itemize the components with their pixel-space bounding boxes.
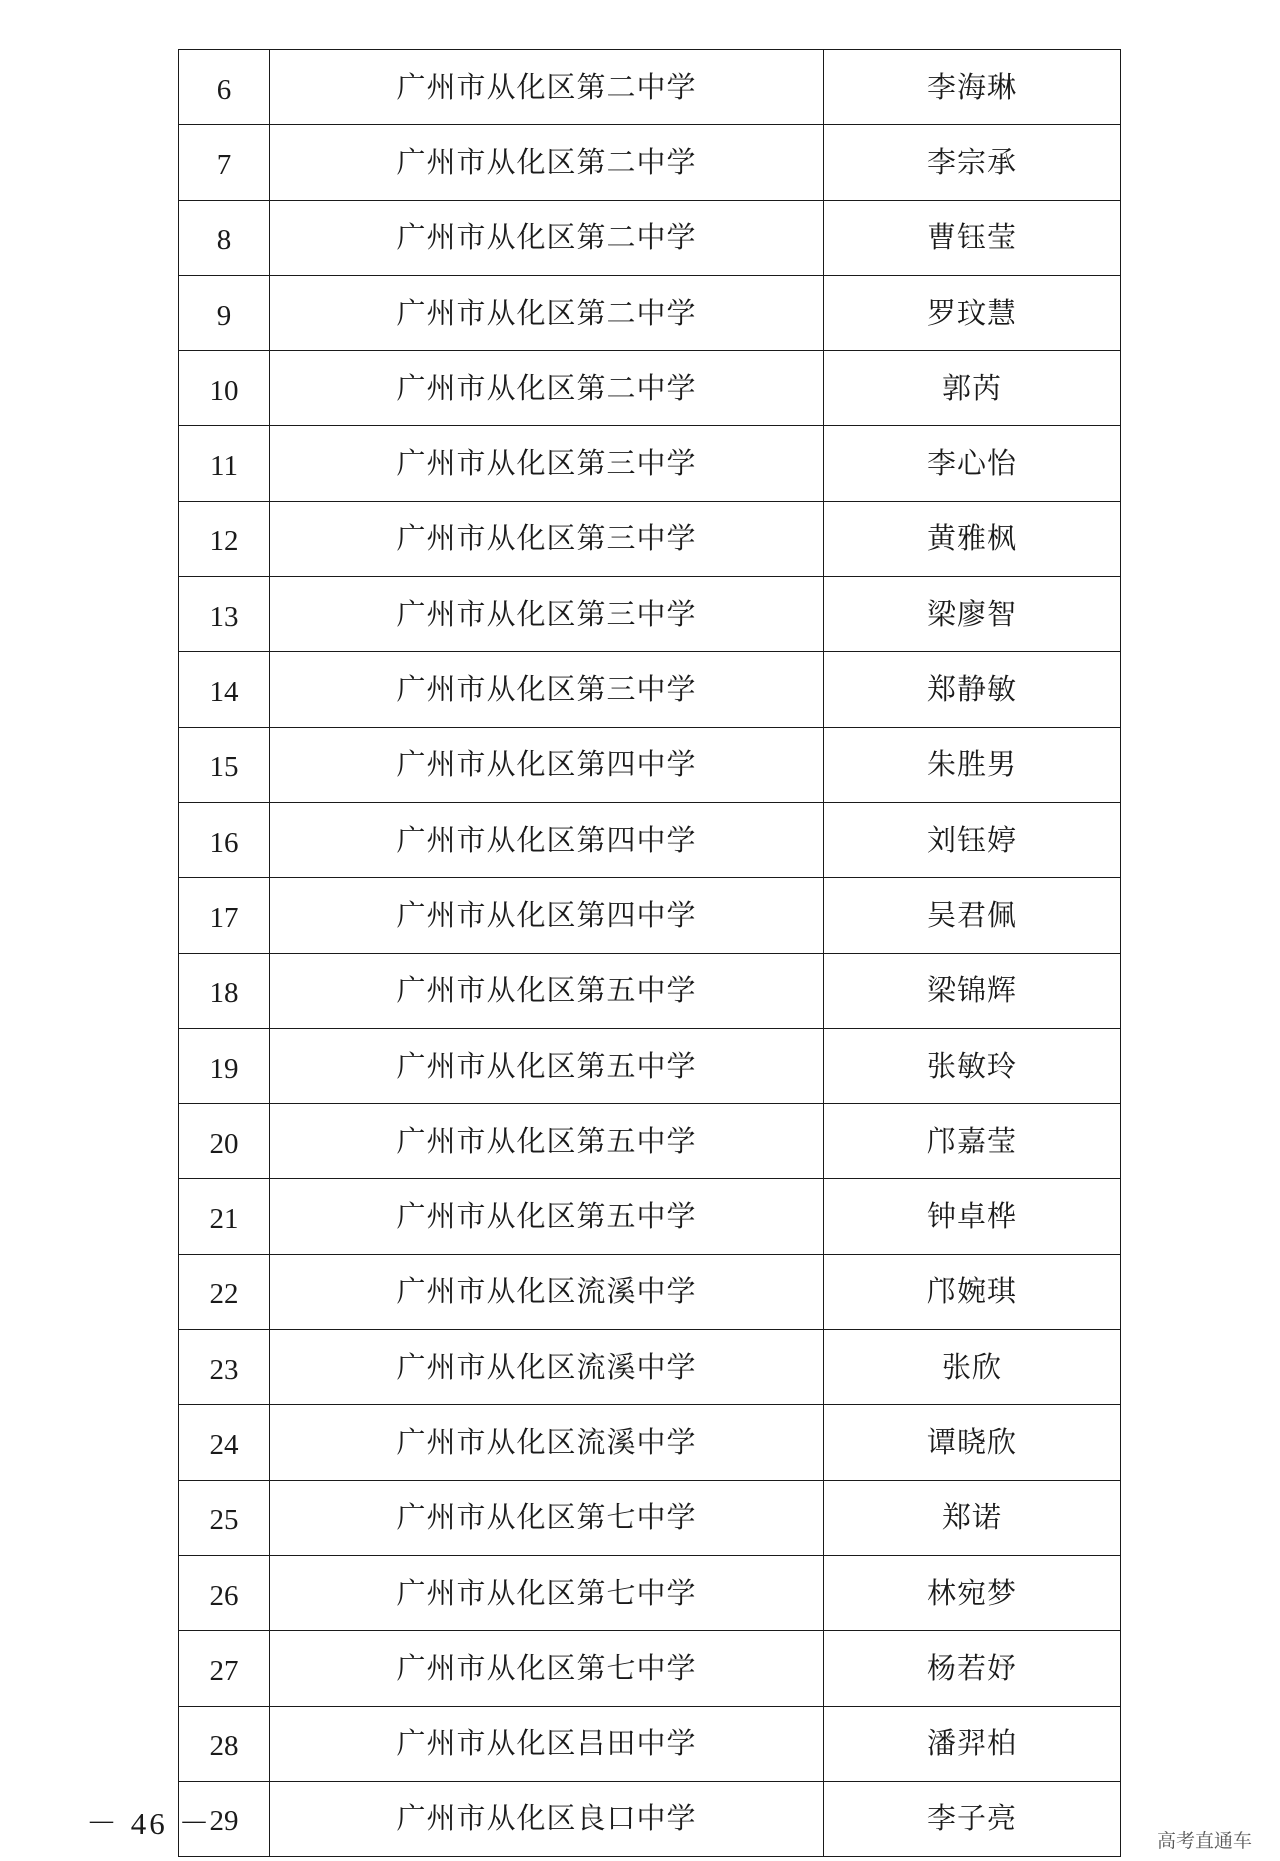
student-name: 李心怡 (824, 426, 1121, 501)
school-name: 广州市从化区第二中学 (270, 351, 824, 426)
student-name: 李宗承 (824, 125, 1121, 200)
table-row (179, 1028, 1121, 1103)
row-number: 12 (179, 501, 270, 576)
table-row (179, 1631, 1121, 1706)
school-name: 广州市从化区第五中学 (270, 1028, 824, 1103)
school-name: 广州市从化区第二中学 (270, 125, 824, 200)
row-number: 28 (179, 1706, 270, 1781)
student-name: 郑静敏 (824, 652, 1121, 727)
table-row (179, 802, 1121, 877)
school-name: 广州市从化区良口中学 (270, 1781, 824, 1856)
table-row (179, 351, 1121, 426)
row-number: 21 (179, 1179, 270, 1254)
table-row (179, 1480, 1121, 1555)
table-row (179, 878, 1121, 953)
student-name: 钟卓桦 (824, 1179, 1121, 1254)
school-name: 广州市从化区第三中学 (270, 426, 824, 501)
row-number: 6 (179, 50, 270, 125)
student-name: 林宛梦 (824, 1555, 1121, 1630)
row-number: 17 (179, 878, 270, 953)
row-number: 10 (179, 351, 270, 426)
student-name: 张欣 (824, 1330, 1121, 1405)
row-number: 26 (179, 1555, 270, 1630)
school-name: 广州市从化区流溪中学 (270, 1405, 824, 1480)
school-name: 广州市从化区流溪中学 (270, 1254, 824, 1329)
table-row (179, 1330, 1121, 1405)
row-number: 23 (179, 1330, 270, 1405)
school-name: 广州市从化区吕田中学 (270, 1706, 824, 1781)
student-name: 吴君佩 (824, 878, 1121, 953)
student-name: 杨若妤 (824, 1631, 1121, 1706)
school-name: 广州市从化区第七中学 (270, 1480, 824, 1555)
student-name: 朱胜男 (824, 727, 1121, 802)
school-name: 广州市从化区第三中学 (270, 652, 824, 727)
row-number: 19 (179, 1028, 270, 1103)
student-name: 曹钰莹 (824, 200, 1121, 275)
table-row (179, 501, 1121, 576)
table-row (179, 1706, 1121, 1781)
school-name: 广州市从化区第二中学 (270, 50, 824, 125)
school-name: 广州市从化区第五中学 (270, 953, 824, 1028)
student-name: 李海琳 (824, 50, 1121, 125)
student-name: 张敏玲 (824, 1028, 1121, 1103)
school-name: 广州市从化区第三中学 (270, 501, 824, 576)
student-name: 梁廖智 (824, 577, 1121, 652)
school-name: 广州市从化区第二中学 (270, 275, 824, 350)
school-name: 广州市从化区第七中学 (270, 1631, 824, 1706)
school-name: 广州市从化区第四中学 (270, 878, 824, 953)
row-number: 7 (179, 125, 270, 200)
watermark: 高考直通车 (1156, 1830, 1252, 1852)
school-name: 广州市从化区流溪中学 (270, 1330, 824, 1405)
table-row (179, 50, 1121, 125)
row-number: 18 (179, 953, 270, 1028)
row-number: 13 (179, 577, 270, 652)
student-name: 郑诺 (824, 1480, 1121, 1555)
row-number: 9 (179, 275, 270, 350)
row-number: 22 (179, 1254, 270, 1329)
student-name: 郭芮 (824, 351, 1121, 426)
roster-body (179, 50, 1121, 1857)
row-number: 20 (179, 1104, 270, 1179)
student-name: 黄雅枫 (824, 501, 1121, 576)
row-number: 27 (179, 1631, 270, 1706)
row-number: 29 (179, 1781, 270, 1856)
student-name: 邝婉琪 (824, 1254, 1121, 1329)
school-name: 广州市从化区第四中学 (270, 727, 824, 802)
table-row (179, 1104, 1121, 1179)
school-name: 广州市从化区第五中学 (270, 1179, 824, 1254)
school-name: 广州市从化区第七中学 (270, 1555, 824, 1630)
table-row (179, 1405, 1121, 1480)
row-number: 14 (179, 652, 270, 727)
table-row (179, 727, 1121, 802)
school-name: 广州市从化区第三中学 (270, 577, 824, 652)
student-name: 邝嘉莹 (824, 1104, 1121, 1179)
page-number: － 46 － (86, 1806, 213, 1841)
table-row (179, 1555, 1121, 1630)
table-row (179, 577, 1121, 652)
table-row (179, 426, 1121, 501)
row-number: 16 (179, 802, 270, 877)
table-row (179, 125, 1121, 200)
roster-table (178, 49, 1121, 1857)
student-name: 谭晓欣 (824, 1405, 1121, 1480)
school-name: 广州市从化区第二中学 (270, 200, 824, 275)
student-name: 刘钰婷 (824, 802, 1121, 877)
table-row (179, 275, 1121, 350)
row-number: 24 (179, 1405, 270, 1480)
student-name: 李子亮 (824, 1781, 1121, 1856)
student-name: 潘羿柏 (824, 1706, 1121, 1781)
row-number: 25 (179, 1480, 270, 1555)
table-row (179, 1781, 1121, 1856)
table-row (179, 1179, 1121, 1254)
school-name: 广州市从化区第四中学 (270, 802, 824, 877)
row-number: 11 (179, 426, 270, 501)
table-row (179, 200, 1121, 275)
row-number: 8 (179, 200, 270, 275)
school-name: 广州市从化区第五中学 (270, 1104, 824, 1179)
student-name: 罗玟慧 (824, 275, 1121, 350)
table-row (179, 953, 1121, 1028)
table-row (179, 652, 1121, 727)
table-row (179, 1254, 1121, 1329)
row-number: 15 (179, 727, 270, 802)
student-name: 梁锦辉 (824, 953, 1121, 1028)
